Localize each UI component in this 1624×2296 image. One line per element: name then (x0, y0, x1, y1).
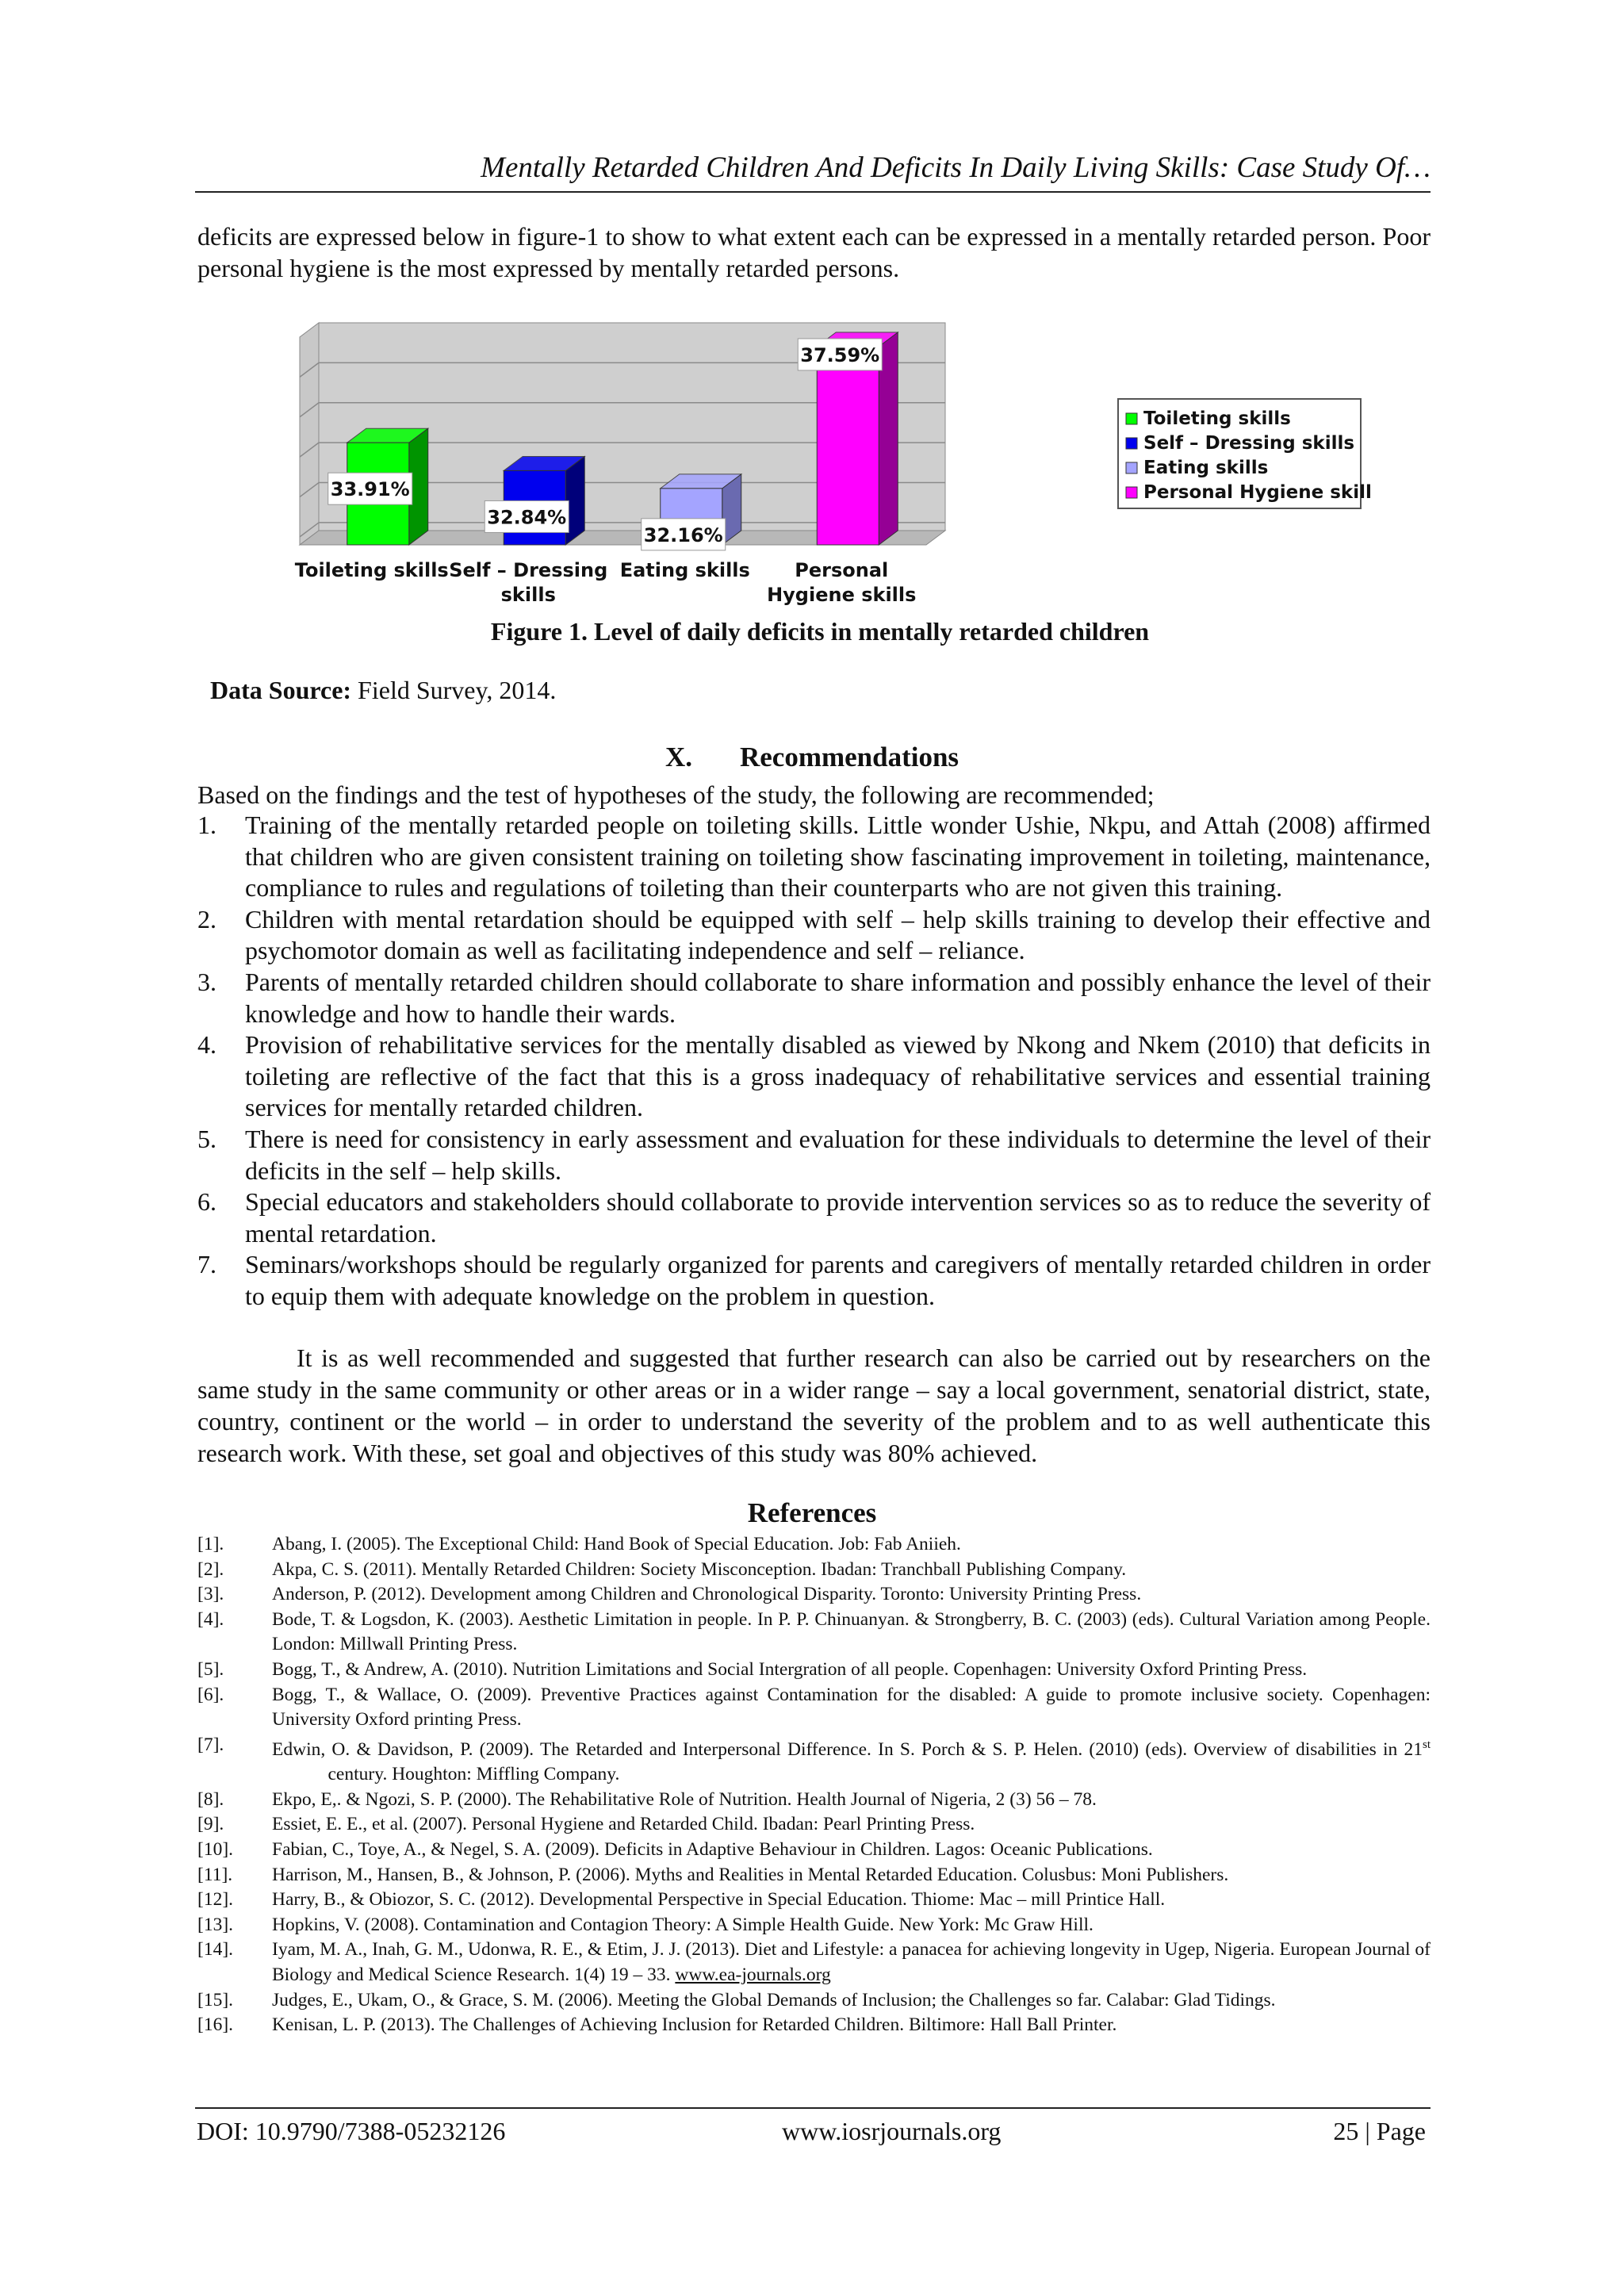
reference-item: [3]. Anderson, P. (2012). Development among Children and Chronological Disparity. Toronto: University Printing Press. (197, 1584, 1142, 1605)
legend-label: Self – Dressing skills (1143, 433, 1355, 454)
reference-item: [10]. Fabian, C., Toye, A., & Negel, S. A. (2009). Deficits in Adaptive Behaviour in Children. Lagos: Oceanic Publications. (197, 1838, 1153, 1860)
reference-item: [11]. Harrison, M., Hansen, B., & Johnson, P. (2006). Myths and Realities in Mental Retarded Education. Colusbus: Moni Publishers. (197, 1864, 1229, 1885)
reference-item: [6]. Bogg, T., & Wallace, O. (2009). Preventive Practices against Contamination for the disabled: A guide to promote inclusive society. Copenhagen: University Oxford printing Press. (197, 1684, 1431, 1731)
recommendation-item: 1. Training of the mentally retarded people on toileting skills. Little wonder Ushie, Nkpu, and Attah (2008) affirmed that children who are given consistent training on toileting show fascinating improvement in toileting, maintenance, compliance to rules and regulations of toileting than their counterparts who are not given this training. (197, 811, 1431, 903)
x-tick-label: Hygiene skills (767, 584, 917, 606)
closing-paragraph: It is as well recommended and suggested that further research can also be carried out by researchers on the same study in the same community or other areas or in a wider range – say a local government, senatorial district, state, country, continent or the world – in order to understand the severity of the problem and to as well authenticate this research work. With these, set goal and objectives of this study was 80% achieved. (197, 1343, 1431, 1467)
figure-caption-text: Figure 1. Level of daily deficits in mentally retarded children (490, 617, 1150, 646)
data-label: 37.59% (800, 343, 880, 366)
bar-chart-svg (262, 313, 1372, 623)
reference-link[interactable]: www.ea-journals.org (675, 1964, 831, 1985)
data-source (210, 676, 556, 705)
chart-side-wall (300, 323, 319, 545)
section-number: X. (665, 742, 692, 772)
references-list (197, 1532, 1431, 2038)
reference-item: [9]. Essiet, E. E., et al. (2007). Personal Hygiene and Retarded Child. Ibadan: Pearl Printing Press. (197, 1814, 975, 1835)
recommendation-item: 6. Special educators and stakeholders should collaborate to provide intervention services so as to reduce the severity of mental retardation. (197, 1187, 1431, 1248)
running-title: Mentally Retarded Children And Deficits In Daily Living Skills: Case Study Of… (481, 151, 1431, 184)
section-heading (0, 742, 1624, 773)
references-heading (0, 1497, 1624, 1529)
recommendations-list (197, 810, 1431, 1313)
reference-item: [8]. Ekpo, E,. & Ngozi, S. P. (2000). The Rehabilitative Role of Nutrition. Health Journal of Nigeria, 2 (3) 56 – 78. (197, 1788, 1097, 1810)
data-label: 32.16% (643, 523, 723, 546)
recommendation-item: 7. Seminars/workshops should be regularly organized for parents and caregivers of mentally retarded children in order to equip them with adequate knowledge on the problem in question. (197, 1250, 1431, 1310)
x-tick-label: skills (500, 584, 556, 606)
legend-label: Personal Hygiene skills (1143, 482, 1372, 503)
reference-item: [7]. Edwin, O. & Davidson, P. (2009). The Retarded and Interpersonal Difference. In S. Porch & S. P. Helen. (2010) (eds). Overview of disabilities in 21st century. Houghton: Miffling Company. (197, 1734, 1431, 1785)
legend-swatch (1126, 438, 1137, 449)
data-source-label: Data Source: (210, 676, 352, 704)
data-label: 32.84% (487, 506, 567, 529)
recommendation-item: 4. Provision of rehabilitative services for the mentally disabled as viewed by Nkong and Nkem (2010) that deficits in toileting are reflective of the fact that this is a gross inadequacy of rehabilitative services and essential training services for mentally retarded children. (197, 1030, 1431, 1122)
reference-item: [15]. Judges, E., Ukam, O., & Grace, S. M. (2006). Meeting the Global Demands of Inclusion; the Challenges so far. Calabar: Glad Tidings. (197, 1989, 1276, 2010)
reference-item: [16]. Kenisan, L. P. (2013). The Challenges of Achieving Inclusion for Retarded Children. Biltimore: Hall Ball Printer. (197, 2014, 1117, 2036)
x-tick-label: Toileting skills (294, 559, 449, 581)
footer-page: 25 | Page (1333, 2117, 1426, 2145)
x-tick-label: Personal (795, 559, 889, 581)
legend-label: Toileting skills (1143, 408, 1291, 429)
reference-item: [2]. Akpa, C. S. (2011). Mentally Retarded Children: Society Misconception. Ibadan: Tranchball Publishing Company. (197, 1558, 1127, 1580)
legend-swatch (1126, 487, 1137, 498)
recommendation-item: 2. Children with mental retardation should be equipped with self – help skills training to develop their effective and psychomotor domain as well as facilitating independence and self – reliance. (197, 904, 1431, 965)
reference-item: [12]. Harry, B., & Obiozor, S. C. (2012). Developmental Perspective in Special Education. Thiome: Mac – mill Printice Hall. (197, 1889, 1166, 1911)
reference-item: [13]. Hopkins, V. (2008). Contamination and Contagion Theory: A Simple Health Guide. New York: Mc Graw Hill. (197, 1914, 1094, 1935)
bar (817, 347, 879, 545)
page-footer (195, 2107, 1431, 2145)
section-title: Recommendations (739, 742, 959, 772)
recommendation-item: 3. Parents of mentally retarded children should collaborate to share information and possibly enhance the level of their knowledge and how to handle their wards. (197, 967, 1431, 1028)
data-source-text: Field Survey, 2014. (358, 676, 557, 704)
legend-swatch (1126, 413, 1137, 424)
intro-paragraph: deficits are expressed below in figure-1 to show to what extent each can be expressed in a mentally retarded person. Poor personal hygiene is the most expressed by mentally retarded persons. (197, 222, 1431, 282)
references-title: References (747, 1497, 877, 1528)
footer-doi: DOI: 10.9790/7388-05232126 (197, 2117, 506, 2145)
recommendation-item: 5. There is need for consistency in early assessment and evaluation for these individuals to determine the level of their deficits in the self – help skills. (197, 1124, 1431, 1185)
reference-item: [14]. Iyam, M. A., Inah, G. M., Udonwa, R. E., & Etim, J. J. (2013). Diet and Lifestyle: a panacea for achieving longevity in Ugep, Nigeria. European Journal of Biology and Medical Science Research. 1(4) 19 – 33. www.ea-journals.org (197, 1939, 1431, 1985)
reference-item: [1]. Abang, I. (2005). The Exceptional Child: Hand Book of Special Education. Job: Fab Aniieh. (197, 1534, 961, 1554)
figure-1-chart (262, 313, 1372, 623)
data-label: 33.91% (330, 478, 410, 501)
recommendations-lead: Based on the findings and the test of hypotheses of the study, the following are recommended; (197, 780, 1155, 809)
reference-item: [5]. Bogg, T., & Andrew, A. (2010). Nutrition Limitations and Social Intergration of all people. Copenhagen: University Oxford Printing Press. (197, 1658, 1308, 1680)
running-header (195, 151, 1431, 193)
reference-item: [4]. Bode, T. & Logsdon, K. (2003). Aesthetic Limitation in people. In P. P. Chinuanyan. & Strongberry, B. C. (2003) (eds). Cultural Variation among People. London: Millwall Printing Press. (197, 1608, 1431, 1655)
x-tick-label: Eating skills (619, 559, 750, 581)
footer-site: www.iosrjournals.org (782, 2117, 1002, 2145)
figure-caption (0, 617, 1624, 646)
legend-label: Eating skills (1143, 458, 1269, 478)
legend-swatch (1126, 462, 1137, 473)
x-tick-label: Self – Dressing (449, 559, 608, 581)
